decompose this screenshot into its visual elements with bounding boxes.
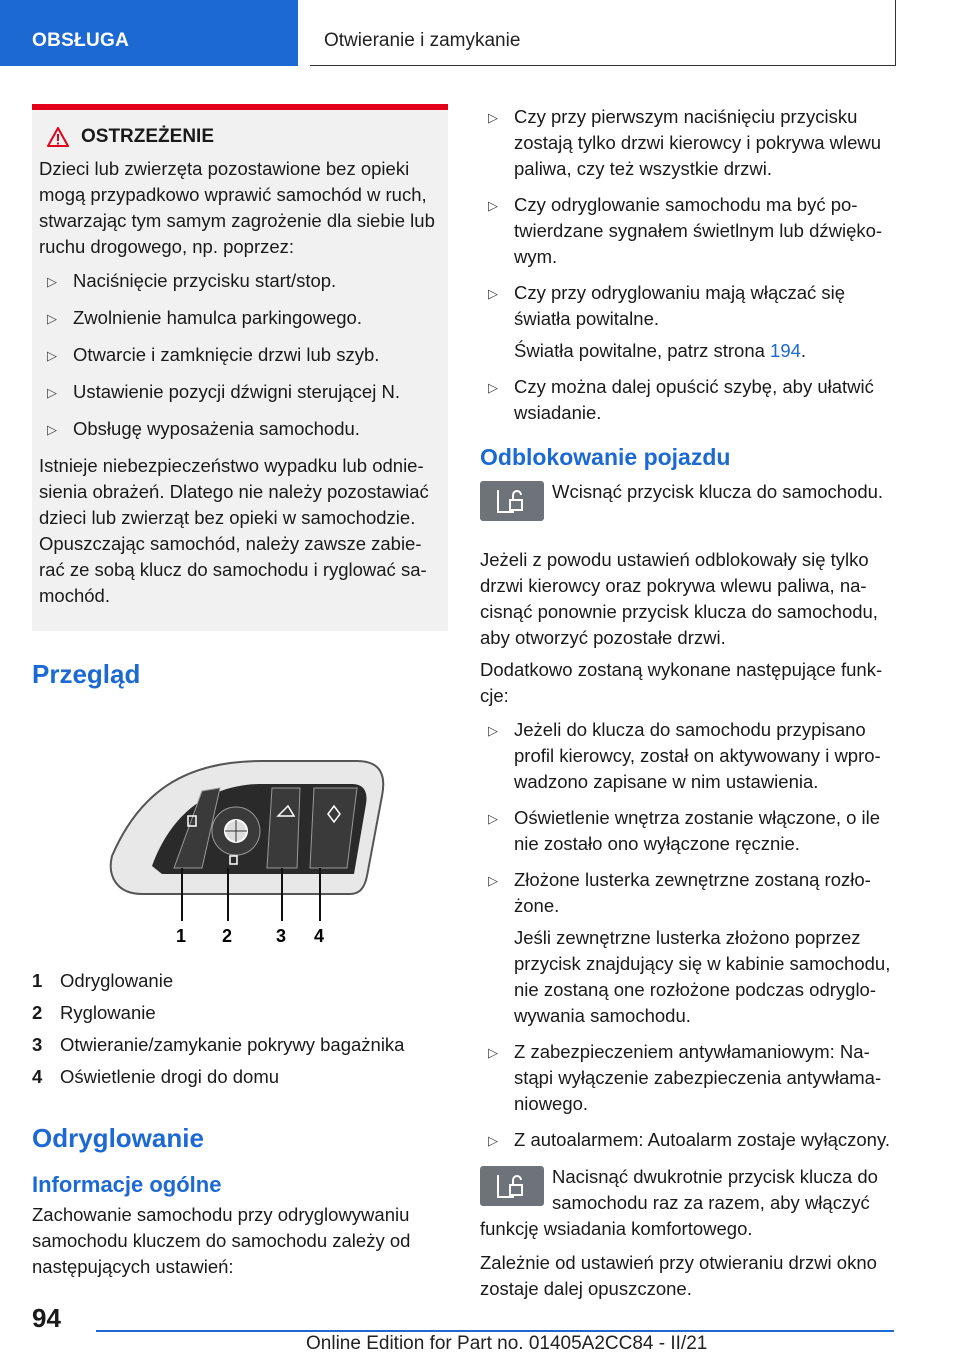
unlocking-heading: Odryglowanie bbox=[32, 1123, 204, 1153]
right-column bbox=[480, 104, 900, 1302]
bullet-triangle-icon: ▷ bbox=[488, 1045, 498, 1060]
list-item: ▷ Naciśnięcie przycisku start/stop. bbox=[39, 268, 440, 295]
list-item: ▷ Ustawienie pozycji dźwigni sterującej N. bbox=[39, 379, 440, 406]
unlocking-paragraph: Zachowanie samochodu przy odryglowywaniu samochodu kluczem do samochodu zależy od następujących ustawień: bbox=[32, 1204, 411, 1277]
functions-list bbox=[480, 717, 900, 1154]
list-item: ▷ Z zabezpieczeniem antywłamaniowym: Na-stąpi wyłączenie zabezpieczenia antywłama-niowego. bbox=[480, 1039, 900, 1117]
bullet-triangle-icon: ▷ bbox=[488, 811, 498, 826]
bullet-triangle-icon: ▷ bbox=[488, 286, 498, 301]
list-item: ▷ Jeżeli do klucza do samochodu przypisano profil kierowcy, został on aktywowany i wpro-wadzono zapisane w nim ustawienia. bbox=[480, 717, 900, 795]
figure-label-2: 2 bbox=[222, 926, 233, 946]
footer-edition: Online Edition for Part no. 01405A2CC84 - II/21 bbox=[306, 1333, 708, 1354]
unlock-para-2: Dodatkowo zostaną wykonane następujące funk-cje: bbox=[480, 659, 883, 706]
bullet-triangle-icon: ▷ bbox=[47, 311, 57, 326]
header-section-label: OBSŁUGA bbox=[32, 30, 130, 51]
bullet-triangle-icon: ▷ bbox=[488, 723, 498, 738]
double-press-text: Nacisnąć dwukrotnie przycisk klucza do samochodu raz za razem, aby włączyć funkcję wsiadania komfortowego. bbox=[480, 1166, 878, 1239]
list-subnote: Światła powitalne, patrz strona 194. bbox=[514, 340, 807, 361]
header-title: Otwieranie i zamykanie bbox=[324, 30, 521, 51]
unlock-button-icon bbox=[480, 481, 544, 521]
warning-list bbox=[39, 268, 440, 443]
header-title-box bbox=[310, 0, 896, 66]
list-item: ▷ Czy przy pierwszym naciśnięciu przycisku zostają tylko drzwi kierowcy i pokrywa wlewu paliwa, czy też wszystkie drzwi. bbox=[480, 104, 900, 182]
list-item: ▷ Czy można dalej opuścić szybę, aby ułatwić wsiadanie. bbox=[480, 374, 900, 426]
warning-box bbox=[32, 104, 448, 631]
bullet-triangle-icon: ▷ bbox=[488, 873, 498, 888]
warning-title-text: OSTRZEŻENIE bbox=[81, 126, 215, 147]
list-subnote: Jeśli zewnętrzne lusterka złożono poprzez przycisk znajdujący się w kabinie samochodu, nie zostaną one rozłożone podczas odryglo-wywania samochodu. bbox=[514, 927, 891, 1026]
left-column bbox=[32, 104, 448, 1280]
legend-item: 3 Otwieranie/zamykanie pokrywy bagażnika bbox=[32, 1034, 405, 1055]
list-item: ▷ Czy odryglowanie samochodu ma być po-twierdzane sygnałem świetlnym lub dźwięko-wym. bbox=[480, 192, 900, 270]
overview-heading: Przegląd bbox=[32, 659, 141, 689]
page-link-194[interactable]: 194 bbox=[770, 340, 801, 361]
bullet-triangle-icon: ▷ bbox=[47, 385, 57, 400]
unlock-para-1: Jeżeli z powodu ustawień odblokowały się tylko drzwi kierowcy oraz pokrywa wlewu paliwa, na-cisnąć ponownie przycisk klucza do samochodu, aby otworzyć pozostałe drzwi. bbox=[480, 549, 878, 648]
list-item: ▷ Obsługę wyposażenia samochodu. bbox=[39, 416, 440, 443]
bullet-triangle-icon: ▷ bbox=[488, 110, 498, 125]
list-item: ▷ Otwarcie i zamknięcie drzwi lub szyb. bbox=[39, 342, 440, 369]
list-item: ▷ Czy przy odryglowaniu mają włączać się światła powitalne. bbox=[480, 280, 900, 332]
window-note: Zależnie od ustawień przy otwieraniu drzwi okno zostaje dalej opuszczone. bbox=[480, 1252, 877, 1299]
bullet-triangle-icon: ▷ bbox=[488, 380, 498, 395]
list-item: ▷ Zwolnienie hamulca parkingowego. bbox=[39, 305, 440, 332]
settings-list bbox=[480, 104, 900, 426]
double-press-block bbox=[480, 1164, 900, 1242]
figure-label-3: 3 bbox=[276, 926, 287, 946]
bullet-triangle-icon: ▷ bbox=[47, 348, 57, 363]
vehicle-unlock-heading: Odblokowanie pojazdu bbox=[480, 444, 731, 470]
warning-outro: Istnieje niebezpieczeństwo wypadku lub odnie-sienia obrażeń. Dlatego nie należy pozostawiać dzieci lub zwierząt bez opieki w samochodzie. Opuszczając samochód, należy zawsze zabie-rać ze sobą klucz do samochodu i ryglować sa-mochód. bbox=[39, 455, 429, 606]
figure-label-1: 1 bbox=[176, 926, 187, 946]
warning-triangle-icon bbox=[47, 127, 69, 147]
list-item: ▷ Złożone lusterka zewnętrzne zostaną rozło-żone. bbox=[480, 867, 900, 919]
warning-title bbox=[47, 126, 440, 148]
legend-item: 4 Oświetlenie drogi do domu bbox=[32, 1066, 280, 1087]
bullet-triangle-icon: ▷ bbox=[47, 274, 57, 289]
car-key-figure bbox=[102, 756, 402, 946]
footer-divider bbox=[96, 1330, 894, 1332]
press-key-block bbox=[480, 479, 900, 539]
bullet-triangle-icon: ▷ bbox=[488, 1133, 498, 1148]
list-item: ▷ Oświetlenie wnętrza zostanie włączone, o ile nie zostało ono wyłączone ręcznie. bbox=[480, 805, 900, 857]
list-item: ▷ Z autoalarmem: Autoalarm zostaje wyłączony. bbox=[480, 1127, 900, 1154]
bullet-triangle-icon: ▷ bbox=[47, 422, 57, 437]
figure-label-4: 4 bbox=[314, 926, 325, 946]
figure-legend bbox=[32, 965, 448, 1093]
page-number: 94 bbox=[32, 1303, 61, 1333]
bullet-triangle-icon: ▷ bbox=[488, 198, 498, 213]
press-key-text: Wcisnąć przycisk klucza do samochodu. bbox=[552, 481, 884, 502]
legend-item: 1 Odryglowanie bbox=[32, 970, 174, 991]
legend-item: 2 Ryglowanie bbox=[32, 1002, 156, 1023]
general-info-heading: Informacje ogólne bbox=[32, 1172, 222, 1197]
header-section-tab bbox=[0, 0, 298, 66]
warning-intro: Dzieci lub zwierzęta pozostawione bez opieki mogą przypadkowo wprawić samochód w ruch, stwarzając tym samym zagrożenie dla siebie lub ruchu drogowego, np. poprzez: bbox=[39, 158, 435, 257]
unlock-button-icon bbox=[480, 1166, 544, 1206]
